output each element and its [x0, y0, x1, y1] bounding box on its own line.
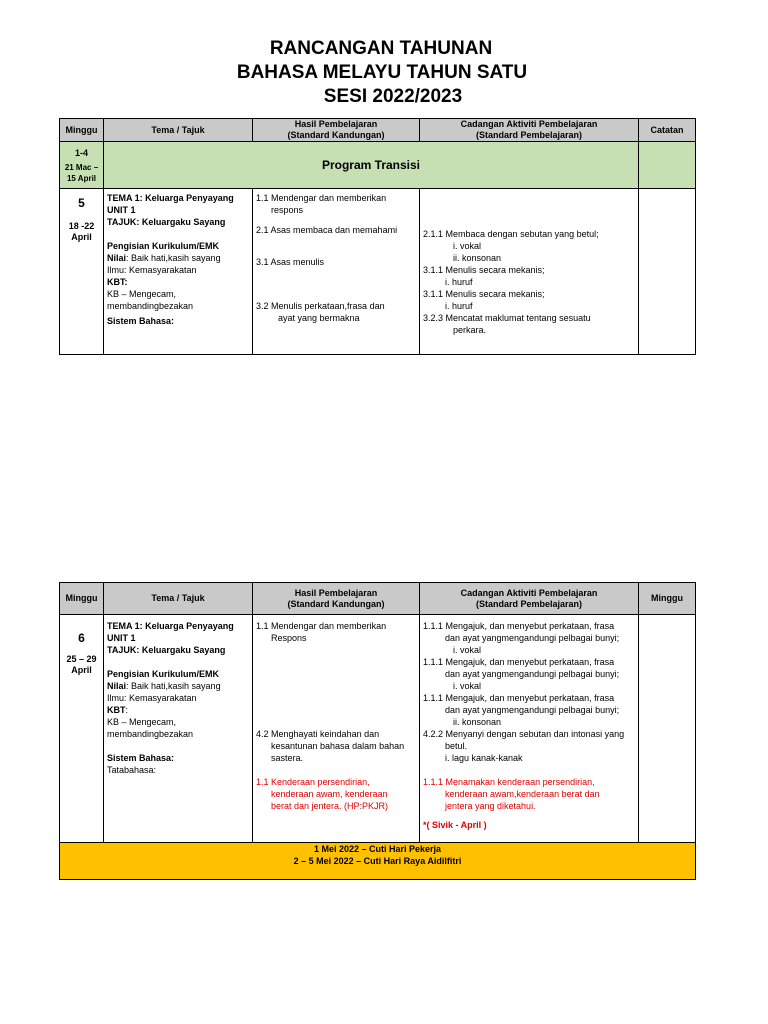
cadangan-item: 3.2.3 Mencatat maklumat tentang sesuatu: [423, 313, 591, 323]
cadangan-item-red-cont: kenderaan awam,kenderaan berat dan: [445, 789, 600, 799]
table-row-transisi: [60, 142, 696, 189]
cadangan-item-red-cont: jentera yang diketahui.: [445, 801, 536, 811]
week-cell: [60, 189, 104, 355]
table-header-row: [60, 119, 696, 142]
kbt-label: KBT:: [107, 277, 128, 287]
cadangan-cell: [420, 615, 639, 843]
kb-text: KB – Mengecam,: [107, 717, 177, 727]
hasil-item-cont: kesantunan bahasa dalam bahan: [271, 741, 405, 751]
tema-title: TEMA 1: Keluarga Penyayang: [107, 193, 234, 203]
holiday-line-2: 2 – 5 Mei 2022 – Cuti Hari Raya Aidilfitri: [293, 856, 462, 866]
header-minggu: Minggu: [60, 119, 104, 142]
nilai-text: Nilai: Baik hati,kasih sayang: [107, 681, 221, 691]
hasil-item: 3.2 Menulis perkataan,frasa dan: [256, 301, 385, 311]
tajuk-label: TAJUK: Keluargaku Sayang: [107, 645, 226, 655]
week-date-1: 25 – 29: [66, 654, 97, 664]
tatabahasa-label: Tatabahasa:: [107, 765, 157, 775]
cadangan-subitem: i. vokal: [453, 681, 482, 691]
cadangan-item-red: 1.1.1 Menamakan kenderaan persendirian,: [423, 777, 595, 787]
header-hasil-line2: (Standard Kandungan): [287, 598, 385, 609]
header-tema: Tema / Tajuk: [104, 119, 253, 142]
program-transisi: Program Transisi: [104, 142, 639, 189]
header-cadangan: [420, 119, 639, 142]
header-cadangan-line2: (Standard Pembelajaran): [475, 130, 583, 140]
header-hasil: [253, 119, 420, 142]
sivik-note: *( Sivik - April ): [423, 820, 487, 830]
header-tema: Tema / Tajuk: [104, 583, 253, 615]
tema-cell: [104, 615, 253, 843]
week-number: 6: [78, 631, 85, 645]
header-hasil-line2: (Standard Kandungan): [287, 130, 385, 140]
table-header-row: [60, 583, 696, 615]
header-cadangan-line1: Cadangan Aktiviti Pembelajaran: [460, 587, 598, 598]
week-date-1: 21 Mac –: [64, 162, 99, 172]
catatan-cell: [639, 142, 696, 189]
cadangan-cell: [420, 189, 639, 355]
unit-label: UNIT 1: [107, 633, 136, 643]
table-row-week-5: [60, 189, 696, 355]
holiday-row: [60, 843, 696, 880]
cadangan-item-cont: dan ayat yangmengandungi pelbagai bunyi;: [445, 705, 620, 715]
unit-label: UNIT 1: [107, 205, 136, 215]
hasil-item-pkjr-cont: kenderaan awam, kenderaan: [271, 789, 388, 799]
hasil-cell: [253, 189, 420, 355]
pengisian-kurikulum: Pengisian Kurikulum/EMK: [107, 241, 220, 251]
plan-table-2: [59, 582, 696, 880]
week-number: 1-4: [74, 147, 88, 158]
cadangan-subitem: ii. konsonan: [453, 717, 502, 727]
cadangan-item: 1.1.1 Mengajuk, dan menyebut perkataan, frasa: [423, 693, 615, 703]
cadangan-subitem: ii. konsonan: [453, 253, 502, 263]
cadangan-item: 3.1.1 Menulis secara mekanis;: [423, 265, 545, 275]
ilmu-text: Ilmu: Kemasyarakatan: [107, 693, 197, 703]
hasil-item: 2.1 Asas membaca dan memahami: [256, 225, 398, 235]
plan-table-1: [59, 118, 696, 355]
week-cell: [60, 615, 104, 843]
cadangan-subitem: i. huruf: [445, 301, 473, 311]
week-number: 5: [78, 196, 85, 210]
header-minggu-right: Minggu: [639, 583, 696, 615]
nilai-text: Nilai: Baik hati,kasih sayang: [107, 253, 221, 263]
header-hasil-line1: Hasil Pembelajaran: [294, 587, 378, 598]
hasil-item: 1.1 Mendengar dan memberikan: [256, 621, 387, 631]
hasil-item-pkjr-cont: berat dan jentera. (HP:PKJR): [271, 801, 389, 811]
week-date-2: 15 April: [66, 173, 97, 183]
header-cadangan-line2: (Standard Pembelajaran): [475, 598, 583, 609]
catatan-cell: [639, 189, 696, 355]
hasil-item: 3.1 Asas menulis: [256, 257, 325, 267]
minggu-right-cell: [639, 615, 696, 843]
cadangan-subitem: i. lagu kanak-kanak: [445, 753, 523, 763]
week-date-2: April: [71, 665, 92, 675]
title-line-3: SESI 2022/2023: [323, 86, 463, 107]
week-date-1: 18 -22: [68, 221, 95, 231]
tema-title: TEMA 1: Keluarga Penyayang: [107, 621, 234, 631]
pengisian-kurikulum: Pengisian Kurikulum/EMK: [107, 669, 220, 679]
cadangan-item: 2.1.1 Membaca dengan sebutan yang betul;: [423, 229, 599, 239]
hasil-cell: [253, 615, 420, 843]
hasil-item-cont: sastera.: [271, 753, 304, 763]
header-catatan: Catatan: [639, 119, 696, 142]
week-date-2: April: [71, 232, 92, 242]
hasil-item: 1.1 Mendengar dan memberikan: [256, 193, 387, 203]
cadangan-item-cont: dan ayat yangmengandungi pelbagai bunyi;: [445, 669, 620, 679]
cadangan-subitem: i. vokal: [453, 645, 482, 655]
cadangan-subitem: i. vokal: [453, 241, 482, 251]
tajuk-label: TAJUK: Keluargaku Sayang: [107, 217, 226, 227]
kb-text-2: membandingbezakan: [107, 301, 194, 311]
holiday-line-1: 1 Mei 2022 – Cuti Hari Pekerja: [313, 844, 442, 854]
header-hasil: [253, 583, 420, 615]
title-line-1: RANCANGAN TAHUNAN: [269, 38, 493, 59]
hasil-item-pkjr: 1.1 Kenderaan persendirian,: [256, 777, 370, 787]
cadangan-item-cont: dan ayat yangmengandungi pelbagai bunyi;: [445, 633, 620, 643]
hasil-item: 4.2 Menghayati keindahan dan: [256, 729, 380, 739]
cadangan-item-cont: perkara.: [453, 325, 487, 335]
header-minggu: Minggu: [60, 583, 104, 615]
hasil-item-cont: Respons: [271, 633, 307, 643]
document-title: [0, 37, 768, 109]
hasil-item-cont: ayat yang bermakna: [278, 313, 360, 323]
hasil-item-cont: respons: [271, 205, 304, 215]
table-row-week-6: [60, 615, 696, 843]
header-cadangan-line1: Cadangan Aktiviti Pembelajaran: [460, 119, 598, 129]
kb-text: KB – Mengecam,: [107, 289, 177, 299]
cadangan-item: 4.2.2 Menyanyi dengan sebutan dan intonasi yang: [423, 729, 625, 739]
cadangan-item: 1.1.1 Mengajuk, dan menyebut perkataan, frasa: [423, 657, 615, 667]
cadangan-item: 3.1.1 Menulis secara mekanis;: [423, 289, 545, 299]
cadangan-item-cont: betul.: [445, 741, 468, 751]
header-cadangan: [420, 583, 639, 615]
holiday-cell: [60, 843, 696, 880]
sistem-bahasa-label: Sistem Bahasa:: [107, 316, 175, 326]
cadangan-item: 1.1.1 Mengajuk, dan menyebut perkataan, frasa: [423, 621, 615, 631]
kb-text-2: membandingbezakan: [107, 729, 194, 739]
title-line-2: BAHASA MELAYU TAHUN SATU: [236, 62, 528, 83]
tema-cell: [104, 189, 253, 355]
cadangan-subitem: i. huruf: [445, 277, 473, 287]
kbt-label: KBT:: [107, 705, 129, 715]
week-cell: [60, 142, 104, 189]
ilmu-text: Ilmu: Kemasyarakatan: [107, 265, 197, 275]
header-hasil-line1: Hasil Pembelajaran: [294, 119, 378, 129]
sistem-bahasa-label: Sistem Bahasa:: [107, 753, 175, 763]
